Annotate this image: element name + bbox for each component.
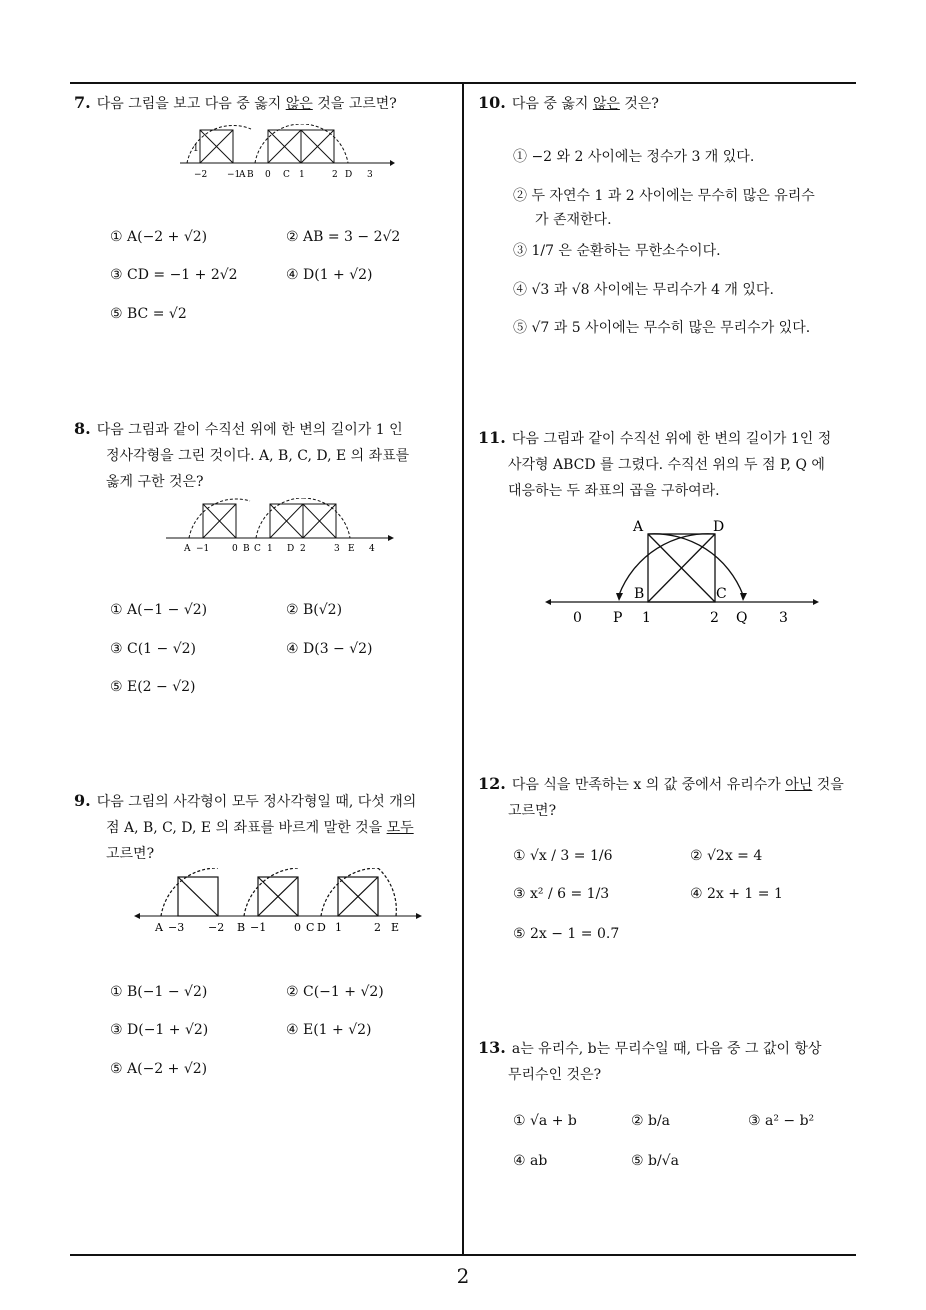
option-continuation: 가 존재한다. xyxy=(535,212,612,228)
question-8: 8. 다음 그림과 같이 수직선 위에 한 변의 길이가 1 인 정사각형을 그린 것이다. A, B, C, D, E 의 좌표를 옳게 구한 것은? xyxy=(74,419,410,490)
svg-text:D: D xyxy=(317,921,326,934)
option[interactable]: ① A(−2 + √2) xyxy=(110,229,208,245)
svg-text:−1: −1 xyxy=(250,921,267,934)
option[interactable]: ⑤ E(2 − √2) xyxy=(110,679,196,695)
svg-text:Q: Q xyxy=(736,610,748,626)
svg-text:3: 3 xyxy=(367,170,373,180)
svg-text:E: E xyxy=(348,544,355,554)
option[interactable]: ⑤ A(−2 + √2) xyxy=(110,1061,208,1077)
question-11: 11. 다음 그림과 같이 수직선 위에 한 변의 길이가 1인 정 사각형 ABCD 를 그렸다. 수직선 위의 두 점 P, Q 에 대응하는 두 좌표의 곱을 구하여라. xyxy=(478,428,832,499)
svg-text:1: 1 xyxy=(299,170,305,180)
option[interactable]: ② C(−1 + √2) xyxy=(286,984,384,1000)
q7-figure xyxy=(180,124,395,180)
svg-text:A: A xyxy=(184,544,191,554)
option[interactable]: ② b/a xyxy=(631,1113,671,1129)
question-12: 12. 다음 식을 만족하는 x 의 값 중에서 유리수가 아닌 것을 고르면? xyxy=(478,774,844,819)
svg-text:−2: −2 xyxy=(208,921,225,934)
question-number: 9. xyxy=(74,791,91,810)
option[interactable]: ② AB = 3 − 2√2 xyxy=(286,229,401,245)
option[interactable]: ① B(−1 − √2) xyxy=(110,984,208,1000)
q11-figure xyxy=(545,515,825,630)
fig-label: 1 xyxy=(193,144,199,154)
option[interactable]: ③ C(1 − √2) xyxy=(110,641,197,657)
question-number: 10. xyxy=(478,93,506,112)
option[interactable]: ④ E(1 + √2) xyxy=(286,1022,372,1038)
option[interactable]: ④ 2x + 1 = 1 xyxy=(690,886,783,902)
option[interactable]: ④ √3 과 √8 사이에는 무리수가 4 개 있다. xyxy=(513,282,774,298)
svg-text:A: A xyxy=(633,519,644,535)
option[interactable]: ③ D(−1 + √2) xyxy=(110,1022,209,1038)
svg-text:C: C xyxy=(283,170,290,180)
question-stem: 다음 그림을 보고 다음 중 옳지 않은 것을 고르면? xyxy=(96,96,397,112)
svg-text:−1: −1 xyxy=(227,170,241,180)
column-divider xyxy=(462,83,464,1256)
svg-text:C: C xyxy=(254,544,261,554)
svg-text:B: B xyxy=(237,921,246,934)
option[interactable]: ④ ab xyxy=(513,1153,548,1169)
svg-text:1: 1 xyxy=(267,544,273,554)
question-9: 9. 다음 그림의 사각형이 모두 정사각형일 때, 다섯 개의 점 A, B, C, D, E 의 좌표를 바르게 말한 것을 모두 고르면? xyxy=(74,791,417,862)
option[interactable]: ④ D(1 + √2) xyxy=(286,267,373,283)
option[interactable]: ② B(√2) xyxy=(286,602,343,618)
svg-text:P: P xyxy=(613,610,623,626)
option[interactable]: ⑤ 2x − 1 = 0.7̇ xyxy=(513,926,620,942)
svg-text:C: C xyxy=(306,921,315,934)
option[interactable]: ③ a² − b² xyxy=(748,1113,815,1129)
question-13: 13. a는 유리수, b는 무리수일 때, 다음 중 그 값이 항상 무리수인 것은? xyxy=(478,1038,822,1083)
question-7 xyxy=(74,90,454,117)
svg-text:B: B xyxy=(243,544,250,554)
svg-text:0: 0 xyxy=(265,170,271,180)
question-number: 12. xyxy=(478,774,506,793)
svg-text:A: A xyxy=(239,170,246,180)
svg-text:3: 3 xyxy=(779,610,788,626)
option[interactable]: ④ D(3 − √2) xyxy=(286,641,373,657)
svg-text:2: 2 xyxy=(332,170,338,180)
svg-text:E: E xyxy=(391,921,400,934)
question-number: 8. xyxy=(74,419,91,438)
option[interactable]: ① √a + b xyxy=(513,1113,577,1129)
question-stem: 다음 중 옳지 않은 것은? xyxy=(511,96,659,112)
svg-text:2: 2 xyxy=(300,544,306,554)
bottom-rule xyxy=(70,1254,856,1256)
svg-text:4: 4 xyxy=(369,544,375,554)
option[interactable]: ⑤ b/√a xyxy=(631,1153,679,1169)
option[interactable]: ③ 1/7 은 순환하는 무한소수이다. xyxy=(513,243,721,259)
question-number: 7. xyxy=(74,93,91,112)
svg-text:2: 2 xyxy=(710,610,719,626)
question-10 xyxy=(478,90,858,117)
svg-text:D: D xyxy=(345,170,353,180)
option[interactable]: ⑤ √7 과 5 사이에는 무수히 많은 무리수가 있다. xyxy=(513,320,811,336)
svg-text:1: 1 xyxy=(642,610,651,626)
svg-text:B: B xyxy=(247,170,254,180)
svg-text:1: 1 xyxy=(335,921,342,934)
option[interactable]: ① √x / 3 = 1/6 xyxy=(513,848,613,864)
svg-text:0: 0 xyxy=(294,921,301,934)
svg-text:C: C xyxy=(716,586,727,602)
option[interactable]: ③ CD = −1 + 2√2 xyxy=(110,267,238,283)
svg-text:3: 3 xyxy=(334,544,340,554)
svg-text:−1: −1 xyxy=(196,544,210,554)
option[interactable]: ⑤ BC = √2 xyxy=(110,306,187,322)
option[interactable]: ② √2x = 4 xyxy=(690,848,763,864)
option[interactable]: ③ x² / 6 = 1/3 xyxy=(513,886,610,902)
svg-text:A: A xyxy=(155,921,163,934)
question-number: 11. xyxy=(478,428,506,447)
svg-text:D: D xyxy=(713,519,725,535)
svg-text:2: 2 xyxy=(374,921,381,934)
option[interactable]: ① −2 와 2 사이에는 정수가 3 개 있다. xyxy=(513,149,755,165)
svg-text:D: D xyxy=(287,544,295,554)
svg-text:0: 0 xyxy=(232,544,238,554)
svg-text:−3: −3 xyxy=(168,921,185,934)
svg-text:B: B xyxy=(634,586,645,602)
svg-text:0: 0 xyxy=(573,610,582,626)
question-number: 13. xyxy=(478,1038,506,1057)
svg-text:−2: −2 xyxy=(194,170,208,180)
q8-figure xyxy=(166,498,396,556)
option[interactable]: ① A(−1 − √2) xyxy=(110,602,208,618)
page-number: 2 xyxy=(456,1264,470,1288)
option[interactable]: ② 두 자연수 1 과 2 사이에는 무수히 많은 유리수 xyxy=(513,188,815,204)
q9-figure xyxy=(134,868,424,938)
